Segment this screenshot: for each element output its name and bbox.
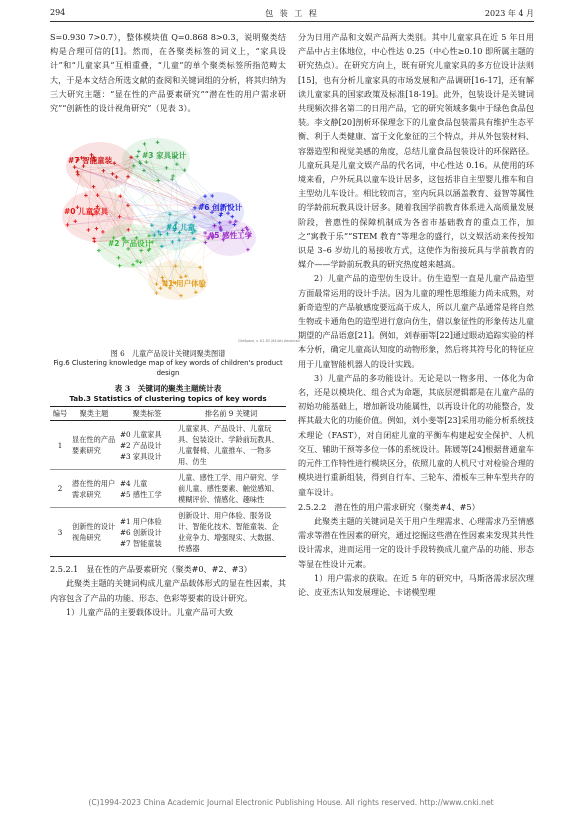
left-paragraph-2: 此聚类主题的关键词构成儿童产品载体形式的显在性因素，其内容包含了产品的功能、形态、色彩等要素的设计研究。 xyxy=(50,578,286,603)
table-row xyxy=(50,508,286,557)
cluster-topic-table xyxy=(50,406,286,557)
table-row xyxy=(50,421,286,470)
journal-name: 包 装 工 程 xyxy=(265,9,319,18)
cluster-label-c3: #3 家具设计 xyxy=(142,151,187,161)
table-caption-cn: 表 3 关键词的聚类主题统计表 xyxy=(114,384,222,394)
cluster-label-c5: #5 感性工学 xyxy=(208,231,253,241)
row-no: 2 xyxy=(50,470,70,508)
table-header-keywords: 排名前 9 关键词 xyxy=(176,407,286,421)
cluster-label-c4: #4 儿童 xyxy=(166,223,196,233)
row-topic: 创新性的设计视角研究 xyxy=(70,508,118,557)
header-rule xyxy=(50,21,534,22)
row-labels: #1 用户体验 #6 创新设计 #7 智能童装 xyxy=(118,508,176,557)
page-number: 294 xyxy=(50,8,66,17)
right-column xyxy=(298,30,534,599)
left-column xyxy=(50,30,300,619)
cluster-label-c6: #6 创新设计 xyxy=(198,203,243,213)
left-paragraph-1: S=0.930 7>0.7），整体模块值 Q=0.868 8>0.3，说明聚类结构是合理可信的[1]。然而，在各聚类标签的词义上，“家具设计”和“儿童家具”互相重叠，“儿童”的单个聚类标签所指范畴太大，于是本文结合所选文献的查阅和关键词组的分析，将其归纳为三大研究主题：“显在性的产品要素研究”“潜在性的用户需求研究”“创新性的设计视角研究”（见表 3）。 xyxy=(50,32,286,114)
row-labels: #0 儿童家具 #2 产品设计 #3 家具设计 xyxy=(118,421,176,470)
cluster-area-c3 xyxy=(122,138,190,182)
copyright-footer: (C)1994-2023 China Academic Journal Electronic Publishing House. All rights reserved. http://www.cnki.net xyxy=(88,798,494,807)
cluster-map-figure xyxy=(58,120,300,346)
figure-caption-en: Fig.6 Clustering knowledge map of key words of children's product design xyxy=(53,359,283,377)
right-paragraph-2: 2）儿童产品的造型仿生设计。仿生造型一直是儿童产品造型方面最常运用的设计手法。因为儿童的理性思维能力尚未成熟，对新奇造型的产品敏感度要远高于成人，所以儿童产品通常是将自然生物或卡通角色的造型进行意向仿生，借以象征性的形象传达儿童期望的产品语意[21]。例如，刘春丽等[22]通过眼动追踪实验的样本分析，确定儿童高认知度的动物形象，然后将其符号化的特征应用于儿童智能机器人的设计实践。 xyxy=(298,273,534,369)
row-keywords: 创新设计、用户体验、服务设计、智能化技术、智能童装、企业竞争力、增强现实、大数据、传感器 xyxy=(176,508,286,557)
row-no: 3 xyxy=(50,508,70,557)
right-paragraph-1: 分为日用产品和文娱产品两大类别。其中儿童家具在近 5 年日用产品中占主体地位，中心性达 0.25（中心性≥0.10 即所属主题的研究热点）。在研究方向上，既有研究儿童家具的多方位设计法则[15]，也有分析儿童家具的市场发展和产品调研[16-17]，还有解读儿童家具的国家政策及标准[18-19]。此外，包装设计是关键词共现频次排名第二的日用产品，它的研究领域多集中于绿色食品包装。李文静[20]剖析环保理念下的儿童食品包装需具有维护生态平衡、利于人类健康、富于文化象征的三个特点，并从外包装材料、容器造型和视觉美感的角度，总结儿童食品包装设计的环保路径。儿童玩具是儿童文娱产品的代名词，中心性达 0.16。从使用的环境来看，户外玩具以童车设计居多，这包括非自主型婴儿推车和自主型幼儿车设计。相比较而言，室内玩具以涵盖教育、益智等属性的学龄前玩教具设计居多。随着我国学前教育体系进入高质量发展阶段，普惠性的保障机制成为各省市基础教育的重点工作，加之“寓教于乐”“STEM 教育”等理念的盛行，以文娱活动来传授知识是 3–6 岁幼儿的易接收方式，这使作为衔接玩具与学前教育的媒介——学龄前玩教具的研究热度越来越高。 xyxy=(298,32,534,270)
table-header-topic: 聚类主题 xyxy=(70,407,118,421)
table-caption-en: Tab.3 Statistics of clustering topics of key words xyxy=(69,394,267,404)
right-paragraph-4: 此聚类主题的关键词是关于用户生理需求、心理需求乃至情感需求等潜在性因素的研究，通过挖掘这些潜在性因素来发现其共性设计需求，进而运用一定的设计手段转换成儿童产品的功能、形态等显在性设计元素。 xyxy=(298,515,534,569)
table-row xyxy=(50,470,286,508)
table-header-no: 编号 xyxy=(50,407,70,421)
row-no: 1 xyxy=(50,421,70,470)
cluster-label-c1: #1 用户体验 xyxy=(162,279,207,289)
section-heading-2-5-2-1: 2.5.2.1 显在性的产品要素研究（聚类#0、#2、#3） xyxy=(50,564,252,575)
row-topic: 潜在性的用户需求研究 xyxy=(70,470,118,508)
row-keywords: 儿童、感性工学、用户研究、学前儿童、感性要素、触觉感知、模糊评价、情感化、趣味性 xyxy=(176,470,286,508)
cluster-label-c7: #7 智能童装 xyxy=(68,156,113,166)
row-labels: #4 儿童 #5 感性工学 xyxy=(118,470,176,508)
left-paragraph-3: 1）儿童产品的主要载体设计。儿童产品可大致 xyxy=(66,606,234,617)
cluster-label-c0: #0 儿童家具 xyxy=(64,207,109,217)
right-paragraph-3: 3）儿童产品的多功能设计。无论是以一物多用、一体化为命名，还是以模块化、组合式为命题，其底层逻辑都是在儿童产品的初始功能基础上，增加新设功能属性，以再设计化的功能整合，发挥其最大化的功能价值。例如，刘小斐等[23]采用功能分析系统技术理论（FAST），对自闭症儿童的平衡车构建起安全保护、人机交互、辅助干预等多位一体的系统设计。陈媛等[24]根据普通童车的元件工作特性进行模块区分，依照儿童的人机尺寸对检验合理的模块进行重新组装，得到自行车、三轮车、滑板车三种车型共存的童车设计。 xyxy=(298,372,534,497)
software-credit: CiteSpace, v. 6.1.R2 (64-bit) Advanced xyxy=(238,339,300,344)
issue-date: 2023 年 4 月 xyxy=(484,9,534,18)
row-keywords: 儿童家具、产品设计、儿童玩具、包装设计、学龄前玩教具、儿童餐椅、儿童推车、一物多用、仿生 xyxy=(176,421,286,470)
page-header xyxy=(50,8,534,22)
table-header-row xyxy=(50,407,286,421)
section-heading-2-5-2-2: 2.5.2.2 潜在性的用户需求研究（聚类#4、#5） xyxy=(298,501,480,512)
right-paragraph-5: 1）用户需求的获取。在近 5 年的研究中，马斯洛需求层次理论、皮亚杰认知发展理论、卡诺模型理 xyxy=(298,572,534,597)
table-header-labels: 聚类标签 xyxy=(118,407,176,421)
row-topic: 显在性的产品要素研究 xyxy=(70,421,118,470)
cluster-map xyxy=(58,120,300,346)
figure-caption-cn: 图 6 儿童产品设计关键词聚类图谱 xyxy=(110,349,226,359)
cluster-label-c2: #2 产品设计 xyxy=(108,239,153,249)
